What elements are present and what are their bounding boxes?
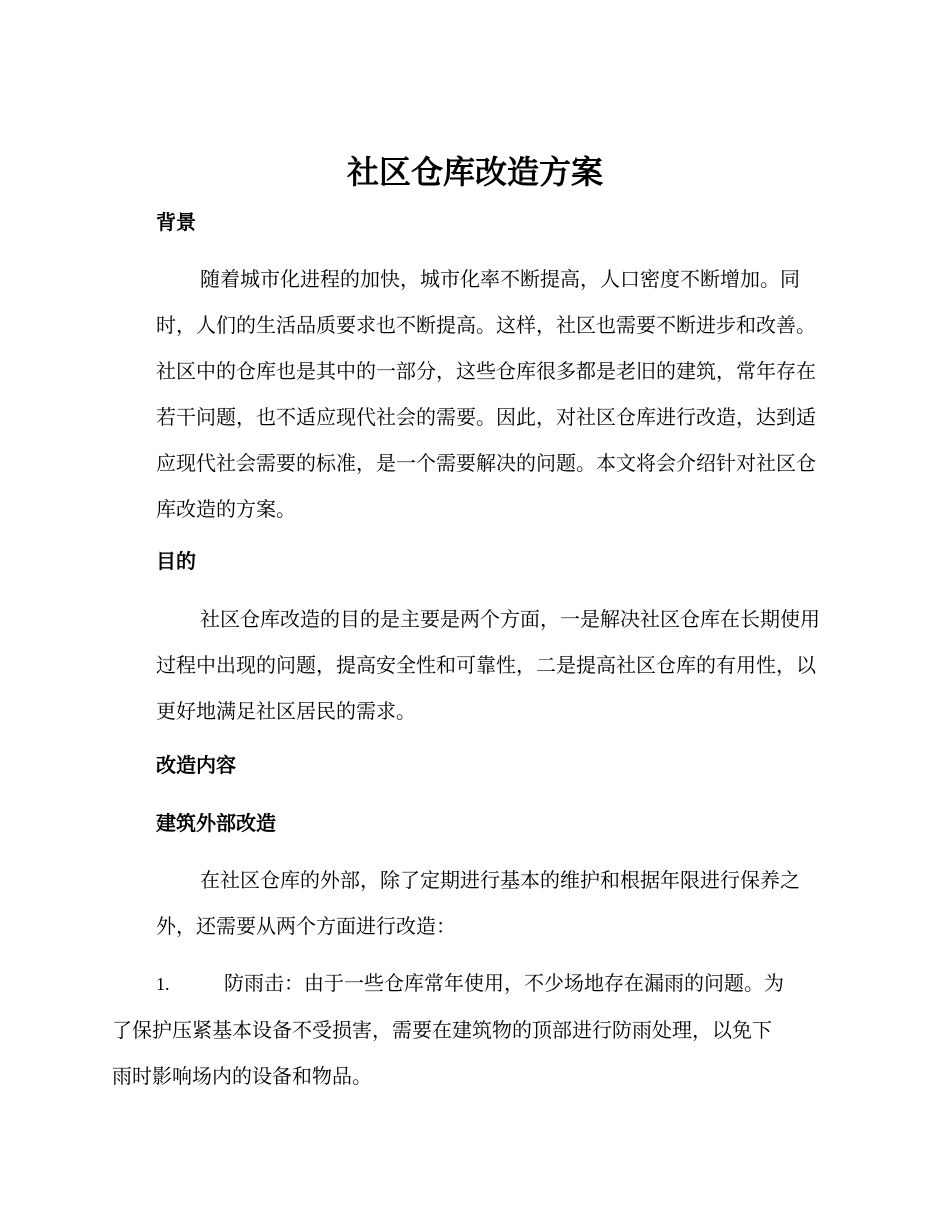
paragraph-line: 过程中出现的问题，提高安全性和可靠性，二是提高社区仓库的有用性，以 [156,653,816,677]
list-item-line [112,960,832,1007]
paragraph-line: 随着城市化进程的加快，城市化率不断提高，人口密度不断增加。同 [200,267,800,291]
list-item-text: 防雨击：由于一些仓库常年使用，不少场地存在漏雨的问题。为 [224,971,784,995]
paragraph-line: 社区仓库改造的目的是主要是两个方面，一是解决社区仓库在长期使用 [200,607,820,631]
paragraph-line: 库改造的方案。 [156,497,296,521]
list-item-line: 雨时影响场内的设备和物品。 [112,1064,372,1088]
paragraph-line: 应现代社会需要的标准，是一个需要解决的问题。本文将会介绍针对社区仓 [156,451,816,475]
paragraph-line: 社区中的仓库也是其中的一部分，这些仓库很多都是老旧的建筑，常年存在 [156,359,816,383]
paragraph-line: 时，人们的生活品质要求也不断提高。这样，社区也需要不断进步和改善。 [156,313,816,337]
list-item [112,960,832,1099]
section-heading-content: 改造内容 [156,753,236,777]
list-item-number: 1. [156,974,170,994]
exterior-paragraph [112,857,832,949]
paragraph-line: 更好地满足社区居民的需求。 [156,699,416,723]
paragraph-line: 若干问题，也不适应现代社会的需要。因此，对社区仓库进行改造，达到适 [156,405,816,429]
list-item-line: 了保护压紧基本设备不受损害，需要在建筑物的顶部进行防雨处理，以免下 [112,1018,772,1042]
paragraph-line: 在社区仓库的外部，除了定期进行基本的维护和根据年限进行保养之 [200,868,800,892]
section-heading-background: 背景 [156,210,196,234]
document-title: 社区仓库改造方案 [346,153,603,191]
paragraph-line: 外，还需要从两个方面进行改造： [156,914,456,938]
section-heading-exterior: 建筑外部改造 [156,811,276,835]
background-paragraph [112,256,832,532]
section-heading-purpose: 目的 [156,549,196,573]
purpose-paragraph [112,596,832,734]
